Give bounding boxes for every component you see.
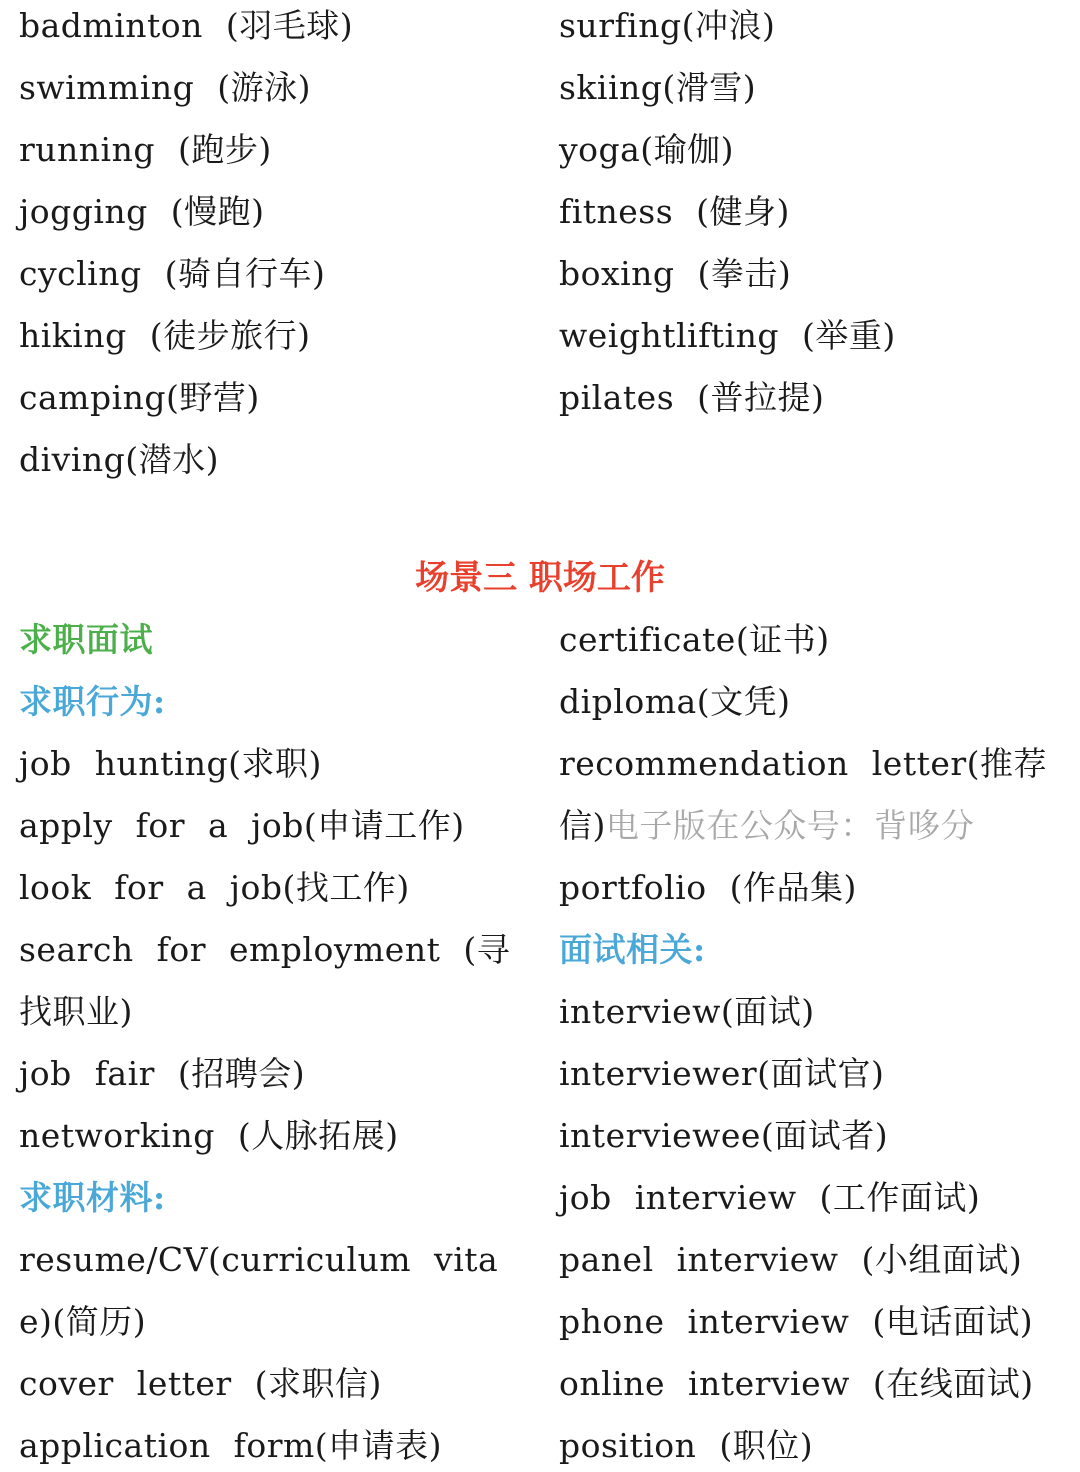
vocab-item: badminton (羽毛球) (19, 6, 354, 45)
vocab-item-tail: 信) (559, 806, 606, 845)
vocab-item: fitness (健身) (559, 192, 790, 231)
vocab-item: interview(面试) (559, 992, 815, 1031)
vocab-item: camping(野营) (19, 378, 260, 417)
section-title: 场景三 职场工作 (415, 558, 665, 598)
vocab-item: job hunting(求职) (19, 744, 322, 783)
vocab-item: hiking (徒步旅行) (19, 316, 311, 355)
vocab-item: weightlifting (举重) (559, 316, 896, 355)
vocab-item: recommendation letter(推荐 (559, 744, 1048, 783)
vocab-item: diving(潜水) (19, 440, 220, 479)
vocab-item: job fair (招聘会) (19, 1054, 306, 1093)
vocab-item: boxing (拳击) (559, 254, 792, 293)
vocab-item: skiing(滑雪) (559, 68, 757, 107)
vocab-item: cover letter (求职信) (19, 1364, 382, 1403)
vocab-item: running (跑步) (19, 130, 272, 169)
vocab-item: search for employment (寻 (19, 930, 511, 969)
vocab-item: online interview (在线面试) (559, 1364, 1034, 1403)
vocab-item: swimming (游泳) (19, 68, 311, 107)
category-heading: 面试相关: (559, 930, 706, 969)
vocab-item: interviewer(面试官) (559, 1054, 885, 1093)
vocab-item: networking (人脉拓展) (19, 1116, 399, 1155)
vocab-item: look for a job(找工作) (19, 868, 410, 907)
vocab-item: phone interview (电话面试) (559, 1302, 1034, 1341)
vocab-item: application form(申请表) (19, 1426, 443, 1465)
vocab-item: jogging (慢跑) (19, 192, 265, 231)
vocab-item: diploma(文凭) (559, 682, 791, 721)
vocab-item-continuation: 找职业) (19, 992, 133, 1031)
vocab-item: portfolio (作品集) (559, 868, 857, 907)
vocab-item: interviewee(面试者) (559, 1116, 889, 1155)
vocab-item: yoga(瑜伽) (559, 130, 735, 169)
subsection-heading: 求职面试 (19, 620, 153, 659)
watermark-text: 电子版在公众号：背哆分 (605, 806, 975, 845)
vocab-item: position (职位) (559, 1426, 814, 1465)
vocab-item: job interview (工作面试) (559, 1178, 981, 1217)
vocab-item: resume/CV(curriculum vita (19, 1240, 499, 1279)
vocab-item: certificate(证书) (559, 620, 830, 659)
vocab-item: cycling (骑自行车) (19, 254, 326, 293)
vocab-item: panel interview (小组面试) (559, 1240, 1023, 1279)
vocab-item: surfing(冲浪) (559, 6, 776, 45)
vocab-item-continuation (559, 806, 974, 846)
vocab-item-continuation: e)(简历) (19, 1302, 147, 1341)
category-heading: 求职材料: (19, 1178, 166, 1217)
category-heading: 求职行为: (19, 682, 166, 721)
vocab-item: apply for a job(申请工作) (19, 806, 465, 845)
vocab-item: pilates (普拉提) (559, 378, 825, 417)
